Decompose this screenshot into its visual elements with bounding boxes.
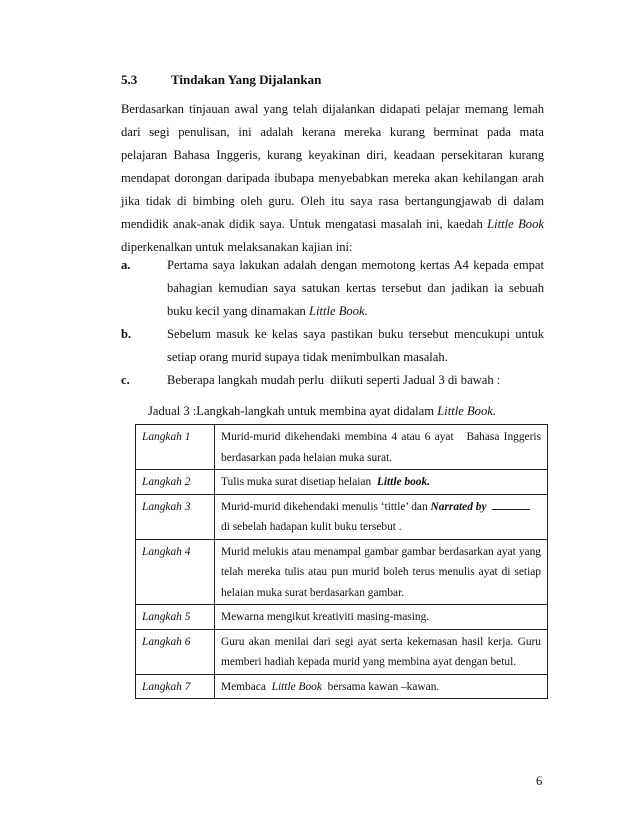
step-description — [215, 494, 548, 539]
step-description — [215, 674, 548, 699]
step-description — [215, 629, 548, 674]
step-label: Langkah 7 — [136, 674, 215, 699]
description-line: Murid melukis atau menampal gambar gambar berdasarkan ayat yang — [221, 545, 541, 558]
table-row — [136, 629, 548, 674]
step-description — [215, 425, 548, 470]
section-title: Tindakan Yang Dijalankan — [171, 72, 322, 87]
item-line: Beberapa langkah mudah perlu diikuti seperti Jadual 3 di bawah : — [167, 373, 501, 387]
paragraph-line: jika tidak di bimbing oleh guru. Oleh itu saya rasa bertangungjawab di dalam — [121, 194, 544, 208]
step-label: Langkah 3 — [136, 494, 215, 539]
action-list — [121, 254, 544, 392]
step-description — [215, 539, 548, 605]
step-description — [215, 605, 548, 630]
list-letter: c. — [121, 373, 130, 387]
table-row — [136, 425, 548, 470]
description-text: Murid-murid dikehendaki menulis ‘tittle’ dan — [221, 500, 431, 513]
little-book-term: Little Book. — [309, 304, 368, 318]
item-text: buku kecil yang dinamakan — [167, 304, 309, 318]
step-description — [215, 470, 548, 495]
table-row — [136, 674, 548, 699]
paragraph-line — [121, 213, 544, 236]
little-book-term: Little Book. — [437, 404, 496, 418]
description-line: Murid-murid dikehendaki membina 4 atau 6 ayat Bahasa Inggeris — [221, 431, 541, 443]
step-label: Langkah 1 — [136, 425, 215, 470]
table-caption — [148, 404, 496, 419]
caption-text: Jadual 3 :Langkah-langkah untuk membina ayat didalam — [148, 404, 438, 418]
description-line: Guru akan menilai dari segi ayat serta kekemasan hasil kerja. Guru — [221, 635, 541, 648]
description-line: Mewarna mengikut kreativiti masing-masing. — [221, 611, 430, 623]
list-item — [121, 323, 544, 369]
description-line: di sebelah hadapan kulit buku tersebut . — [221, 521, 402, 533]
item-line: Sebelum masuk ke kelas saya pastikan buku tersebut mencukupi untuk — [167, 327, 544, 341]
item-line: Pertama saya lakukan adalah dengan memotong kertas A4 kepada empat — [167, 258, 544, 272]
description-text: bersama kawan –kawan. — [321, 680, 440, 693]
list-item — [121, 369, 544, 392]
description-text: Tulis muka surat disetiap helaian — [221, 476, 377, 488]
little-book-term: Little Book — [271, 680, 322, 693]
item-line — [167, 300, 544, 323]
description-text: Membaca — [221, 680, 272, 693]
list-item — [121, 254, 544, 323]
description-line: berdasarkan pada helaian muka surat. — [221, 451, 393, 464]
paragraph-line: pelajaran Bahasa Inggeris, kurang keyakinan diri, keadaan persekitaran kurang — [121, 148, 544, 162]
section-number: 5.3 — [121, 72, 138, 87]
little-book-term: Little book. — [376, 476, 431, 488]
table-row — [136, 470, 548, 495]
description-line: telah mereka tulis atau pun murid boleh terus menulis ayat di setiap — [221, 566, 541, 578]
table-row — [136, 494, 548, 539]
paragraph-line: Berdasarkan tinjauan awal yang telah dijalankan didapati pelajar memang lemah — [121, 102, 544, 116]
description-line — [221, 677, 541, 698]
paragraph-line: mendapat dorongan daripada ibubapa menyebabkan mereka akan kehilangan arah — [121, 171, 544, 185]
paragraph-text: mendidik anak-anak didik saya. Untuk mengatasi masalah ini, kaedah — [121, 217, 488, 231]
description-line — [221, 472, 541, 493]
list-letter: a. — [121, 258, 131, 272]
item-line: bahagian kemudian saya satukan kertas tersebut dan jadikan ia sebuah — [167, 281, 544, 295]
step-label: Langkah 2 — [136, 470, 215, 495]
step-label: Langkah 5 — [136, 605, 215, 630]
narrated-by-term: Narrated by — [430, 500, 487, 513]
page-number: 6 — [536, 774, 543, 788]
paragraph-line: diperkenalkan untuk melaksanakan kajian ini: — [121, 240, 353, 254]
section-heading — [121, 72, 321, 88]
intro-paragraph — [121, 98, 544, 259]
paragraph-line: dari segi penulisan, ini adalah kerana mereka kurang berminat pada mata — [121, 125, 544, 139]
list-letter: b. — [121, 327, 132, 341]
item-line: setiap orang murid supaya tidak menimbulkan masalah. — [167, 350, 448, 364]
step-label: Langkah 4 — [136, 539, 215, 605]
steps-table — [135, 424, 548, 699]
description-line — [221, 497, 541, 518]
description-line: helaian muka surat berdasarkan gambar. — [221, 586, 405, 599]
table-row — [136, 539, 548, 605]
description-line: memberi hadiah kepada murid yang membina ayat dengan betul. — [221, 656, 517, 668]
blank-line — [492, 501, 530, 510]
table-row — [136, 605, 548, 630]
step-label: Langkah 6 — [136, 629, 215, 674]
little-book-term: Little Book — [487, 217, 544, 231]
